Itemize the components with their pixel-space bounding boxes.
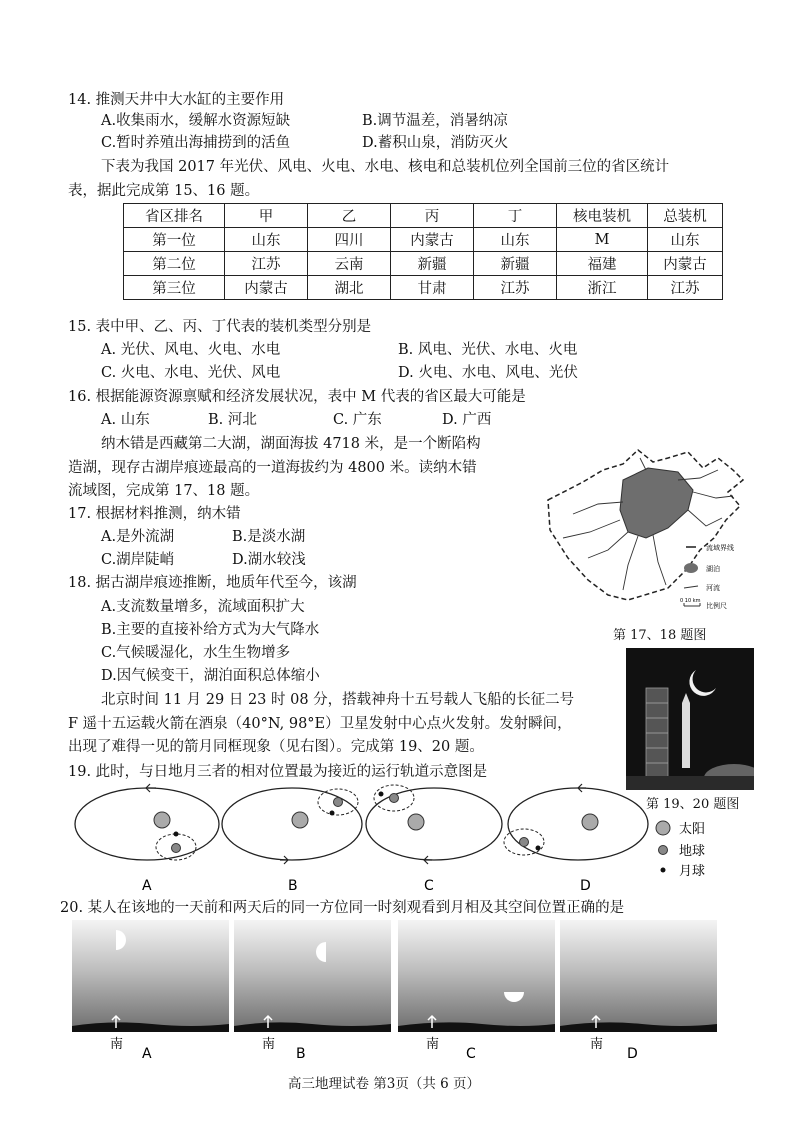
table-row: [124, 276, 723, 300]
legend-scale-label: 比例尺: [706, 602, 727, 610]
sun-icon: [408, 814, 424, 830]
q16-stem: 16. 根据能源资源禀赋和经济发展状况，表中 M 代表的省区最大可能是: [68, 389, 526, 405]
table-header: 甲: [225, 204, 308, 228]
table-cell: 山东: [474, 228, 557, 252]
moon-phase-panels: [72, 920, 722, 1068]
table-cell: 四川: [308, 228, 391, 252]
q15-option-c: C. 火电、水电、光伏、风电: [101, 365, 281, 381]
table-header-row: [124, 204, 723, 228]
q18-stem: 18. 据古湖岸痕迹推断，地质年代至今，该湖: [68, 575, 357, 591]
q16-option-a: A. 山东: [101, 412, 150, 428]
legend-sun-label: 太阳: [679, 822, 706, 837]
table-row: [124, 252, 723, 276]
rocket-moon-photo: [626, 648, 754, 790]
q17-option-a: A.是外流湖: [101, 529, 175, 545]
intro-1718-line1: 纳木错是西藏第二大湖，湖面海拔 4718 米，是一个断陷构: [101, 436, 481, 452]
q14-option-b: B.调节温差，消暑纳凉: [362, 113, 508, 129]
launch-tower: [646, 688, 668, 780]
page-footer: 高三地理试卷 第3页（共 6 页）: [288, 1076, 481, 1092]
q18-option-c: C.气候暖湿化，水生生物增多: [101, 645, 291, 661]
q14-option-c: C.暂时养殖出海捕捞到的活鱼: [101, 135, 291, 151]
sun-icon: [582, 814, 598, 830]
q18-option-b: B.主要的直接补给方式为大气降水: [101, 622, 320, 638]
moon-icon: [330, 811, 335, 816]
rocket-icon: [682, 693, 690, 768]
phase-label-d: D: [627, 1046, 638, 1062]
table-header: 丁: [474, 204, 557, 228]
table-cell: 江苏: [648, 276, 723, 300]
phase-panel-d: [560, 920, 717, 1062]
q17-option-b: B.是淡水湖: [232, 529, 306, 545]
legend-moon-label: 月球: [679, 864, 706, 879]
phase-panel-b: [234, 920, 391, 1062]
table-cell: 内蒙古: [225, 276, 308, 300]
photo-caption: 第 19、20 题图: [646, 797, 740, 812]
phase-label-b: B: [296, 1046, 306, 1062]
table-cell: 江苏: [474, 276, 557, 300]
q17-option-d: D.湖水较浅: [232, 552, 306, 568]
orbit-option-c: [366, 785, 502, 892]
namtso-basin-map: [528, 440, 778, 620]
q15-option-b: B. 风电、光伏、水电、火电: [398, 342, 578, 358]
earth-icon: [334, 798, 343, 807]
q14-option-d: D.蓄积山泉，消防灭火: [362, 135, 509, 151]
table-cell: 内蒙古: [391, 228, 474, 252]
orbit-option-b: [222, 788, 362, 892]
q16-option-b: B. 河北: [208, 412, 257, 428]
legend-sun-icon: [656, 821, 670, 835]
table-cell: 第一位: [124, 228, 225, 252]
q17-option-c: C.湖岸陡峭: [101, 552, 175, 568]
map-scale-text: 0 10 km: [680, 598, 701, 604]
legend-river-label: 河流: [706, 584, 720, 592]
table-row: [124, 228, 723, 252]
table-cell: 新疆: [391, 252, 474, 276]
map-caption: 第 17、18 题图: [613, 628, 707, 643]
legend-boundary-label: 流域界线: [706, 544, 734, 552]
table-cell: 甘肃: [391, 276, 474, 300]
earth-icon: [172, 844, 181, 853]
orbit-diagrams: [72, 782, 662, 892]
orbit-option-d: [504, 784, 648, 892]
intro-1718-line2: 造湖，现存古湖岸痕迹最高的一道海拔约为 4800 米。读纳木错: [68, 460, 477, 476]
q14-option-a: A.收集雨水，缓解水资源短缺: [101, 113, 291, 129]
phase-panel-c: [398, 920, 555, 1062]
orbit-option-a: [75, 784, 219, 892]
table-cell: M: [557, 228, 648, 252]
orbit-label-d: D: [580, 878, 591, 892]
q19-stem: 19. 此时，与日地月三者的相对位置最为接近的运行轨道示意图是: [68, 764, 488, 780]
lake-shape: [620, 468, 693, 538]
orbit-label-c: C: [424, 878, 434, 892]
q16-option-d: D. 广西: [442, 412, 492, 428]
table-cell: 浙江: [557, 276, 648, 300]
table-cell: 第二位: [124, 252, 225, 276]
direction-label: 南: [262, 1037, 276, 1052]
phase-label-a: A: [142, 1046, 152, 1062]
moon-icon: [536, 846, 541, 851]
intro-1718-line3: 流域图，完成第 17、18 题。: [68, 483, 260, 499]
moon-icon: [174, 832, 179, 837]
legend-earth-label: 地球: [679, 844, 706, 859]
table-header: 核电装机: [557, 204, 648, 228]
legend-lake-symbol: [684, 563, 698, 573]
installed-capacity-table: [123, 203, 723, 300]
intro-1920-line1: 北京时间 11 月 29 日 23 时 08 分，搭载神舟十五号载人飞船的长征二号: [101, 692, 575, 708]
q14-stem: 14. 推测天井中大水缸的主要作用: [68, 92, 285, 108]
table-cell: 湖北: [308, 276, 391, 300]
table-header: 总装机: [648, 204, 723, 228]
moon-icon: [379, 792, 384, 797]
legend-lake-label: 湖泊: [706, 565, 720, 573]
table-header: 省区排名: [124, 204, 225, 228]
table-header: 乙: [308, 204, 391, 228]
table-cell: 第三位: [124, 276, 225, 300]
table-cell: 福建: [557, 252, 648, 276]
direction-label: 南: [110, 1037, 124, 1052]
direction-label: 南: [590, 1037, 604, 1052]
table-cell: 山东: [225, 228, 308, 252]
table-cell: 新疆: [474, 252, 557, 276]
direction-label: 南: [426, 1037, 440, 1052]
q18-option-d: D.因气候变干，湖泊面积总体缩小: [101, 668, 320, 684]
legend-river-symbol: [684, 586, 698, 588]
table-cell: 内蒙古: [648, 252, 723, 276]
q15-option-a: A. 光伏、风电、火电、水电: [101, 342, 281, 358]
table-cell: 云南: [308, 252, 391, 276]
q16-option-c: C. 广东: [333, 412, 382, 428]
q17-stem: 17. 根据材料推测，纳木错: [68, 506, 241, 522]
intro-1516-line1: 下表为我国 2017 年光伏、风电、火电、水电、核电和总装机位列全国前三位的省区统计: [101, 159, 670, 175]
phase-label-c: C: [466, 1046, 476, 1062]
intro-1920-line3: 出现了难得一见的箭月同框现象（见右图）。完成第 19、20 题。: [68, 739, 484, 755]
earth-icon: [390, 794, 399, 803]
orbit-label-a: A: [142, 878, 152, 892]
intro-1516-line2: 表，据此完成第 15、16 题。: [68, 183, 260, 199]
q15-option-d: D. 火电、水电、风电、光伏: [398, 365, 578, 381]
q18-option-a: A.支流数量增多，流域面积扩大: [101, 599, 305, 615]
legend-moon-icon: [661, 868, 666, 873]
orbit-legend: [654, 818, 734, 880]
table-cell: 山东: [648, 228, 723, 252]
table-cell: 江苏: [225, 252, 308, 276]
q20-stem: 20. 某人在该地的一天前和两天后的同一方位同一时刻观看到月相及其空间位置正确的是: [60, 900, 625, 916]
q15-stem: 15. 表中甲、乙、丙、丁代表的装机类型分别是: [68, 319, 372, 335]
intro-1920-line2: F 遥十五运载火箭在酒泉（40°N, 98°E）卫星发射中心点火发射。发射瞬间，: [68, 716, 572, 732]
legend-boundary-symbol: [686, 546, 696, 548]
phase-panel-a: [72, 920, 229, 1062]
orbit-label-b: B: [288, 878, 298, 892]
legend-earth-icon: [659, 846, 668, 855]
table-header: 丙: [391, 204, 474, 228]
sun-icon: [154, 812, 170, 828]
sun-icon: [292, 812, 308, 828]
earth-icon: [520, 838, 529, 847]
